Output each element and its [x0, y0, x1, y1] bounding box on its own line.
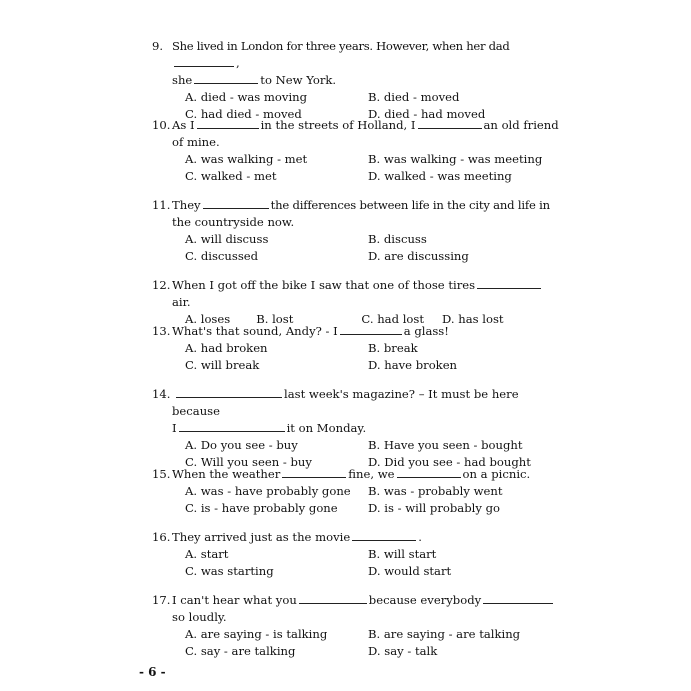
question-stem: 13. What's that sound, Andy? - I a glass! [152, 324, 449, 338]
question-17 [152, 592, 560, 660]
answer-blank[interactable] [194, 72, 258, 84]
question-stem: 10. As I in the streets of Holland, I an old friend of mine. [152, 118, 559, 149]
answer-blank[interactable] [282, 466, 346, 478]
answer-blank[interactable] [203, 197, 269, 209]
option-a[interactable]: A. Do you see - buy [185, 438, 298, 452]
option-d[interactable]: D. say - talk [368, 644, 438, 658]
option-b[interactable]: B. was - probably went [368, 484, 503, 498]
option-a[interactable]: A. was - have probably gone [185, 484, 351, 498]
question-stem: 14. last week's magazine? – It must be here because I it on Monday. [152, 387, 519, 435]
question-number: 16. [152, 530, 171, 544]
question-stem: 12. When I got off the bike I saw that one of those tiresair. [152, 277, 560, 311]
option-d[interactable]: D. have broken [368, 358, 458, 372]
question-12 [152, 277, 560, 328]
options [185, 483, 560, 517]
question-number: 10. [152, 118, 171, 132]
options [185, 151, 560, 185]
option-b[interactable]: B. died - moved [368, 90, 460, 104]
question-15 [152, 466, 560, 517]
question-number: 14. [152, 387, 171, 401]
question-stem: 15. When the weather fine, we on a picnic. [152, 467, 531, 481]
option-a[interactable]: A. loses [185, 312, 231, 326]
answer-blank[interactable] [397, 466, 461, 478]
answer-blank[interactable] [483, 592, 553, 604]
option-b[interactable]: B. Have you seen - bought [368, 438, 523, 452]
option-d[interactable]: D. would start [368, 564, 452, 578]
question-number: 12. [152, 278, 171, 292]
option-c[interactable]: C. had lost [361, 312, 425, 326]
question-11 [152, 197, 560, 265]
question-stem: 11. They the differences between life in the city and life in the countryside now. [152, 198, 550, 229]
question-number: 17. [152, 593, 171, 607]
question-14 [152, 386, 560, 471]
answer-blank[interactable] [174, 55, 234, 67]
option-b[interactable]: B. was walking - was meeting [368, 152, 543, 166]
option-a[interactable]: A. will discuss [185, 232, 269, 246]
option-c[interactable]: C. had died - moved [185, 107, 302, 121]
option-d[interactable]: D. is - will probably go [368, 501, 500, 515]
question-number: 11. [152, 198, 171, 212]
question-stem: 17. I can't hear what you because everybody so loudly. [152, 592, 560, 626]
option-a[interactable]: A. was walking - met [185, 152, 308, 166]
answer-blank[interactable] [179, 420, 285, 432]
option-b[interactable]: B. will start [368, 547, 437, 561]
options [185, 231, 560, 265]
question-13 [152, 323, 560, 374]
option-a[interactable]: A. died - was moving [185, 90, 308, 104]
option-c[interactable]: C. is - have probably gone [185, 501, 338, 515]
answer-blank[interactable] [176, 386, 282, 398]
answer-blank[interactable] [477, 277, 541, 289]
question-number: 13. [152, 324, 171, 338]
option-c[interactable]: C. walked - met [185, 169, 277, 183]
option-d[interactable]: D. walked - was meeting [368, 169, 512, 183]
answer-blank[interactable] [197, 117, 259, 129]
answer-blank[interactable] [340, 323, 402, 335]
options [185, 340, 560, 374]
option-c[interactable]: C. Will you seen - buy [185, 455, 312, 469]
options [185, 626, 560, 660]
option-b[interactable]: B. are saying - are talking [368, 627, 521, 641]
question-stem: 9. She lived in London for three years. However, when her dad, she to New York. [152, 39, 510, 87]
question-number: 9. [152, 39, 164, 53]
option-c[interactable]: C. will break [185, 358, 260, 372]
option-d[interactable]: D. died - had moved [368, 107, 486, 121]
option-d[interactable]: D. Did you see - had bought [368, 455, 531, 469]
options [185, 546, 560, 580]
question-10 [152, 117, 560, 185]
option-d[interactable]: D. are discussing [368, 249, 469, 263]
option-a[interactable]: A. start [185, 547, 229, 561]
option-a[interactable]: A. are saying - is talking [185, 627, 328, 641]
option-c[interactable]: C. say - are talking [185, 644, 296, 658]
answer-blank[interactable] [299, 592, 367, 604]
option-c[interactable]: C. discussed [185, 249, 259, 263]
option-a[interactable]: A. had broken [185, 341, 268, 355]
option-d[interactable]: D. has lost [442, 312, 504, 326]
option-b[interactable]: B. break [368, 341, 418, 355]
question-9 [152, 38, 560, 123]
answer-blank[interactable] [352, 529, 416, 541]
question-number: 15. [152, 467, 171, 481]
page-number: - 6 - [139, 665, 166, 679]
option-b[interactable]: B. discuss [368, 232, 427, 246]
option-c[interactable]: C. was starting [185, 564, 274, 578]
answer-blank[interactable] [418, 117, 482, 129]
question-16 [152, 529, 560, 580]
question-stem: 16. They arrived just as the movie . [152, 530, 422, 544]
option-b[interactable]: B. lost [256, 312, 294, 326]
